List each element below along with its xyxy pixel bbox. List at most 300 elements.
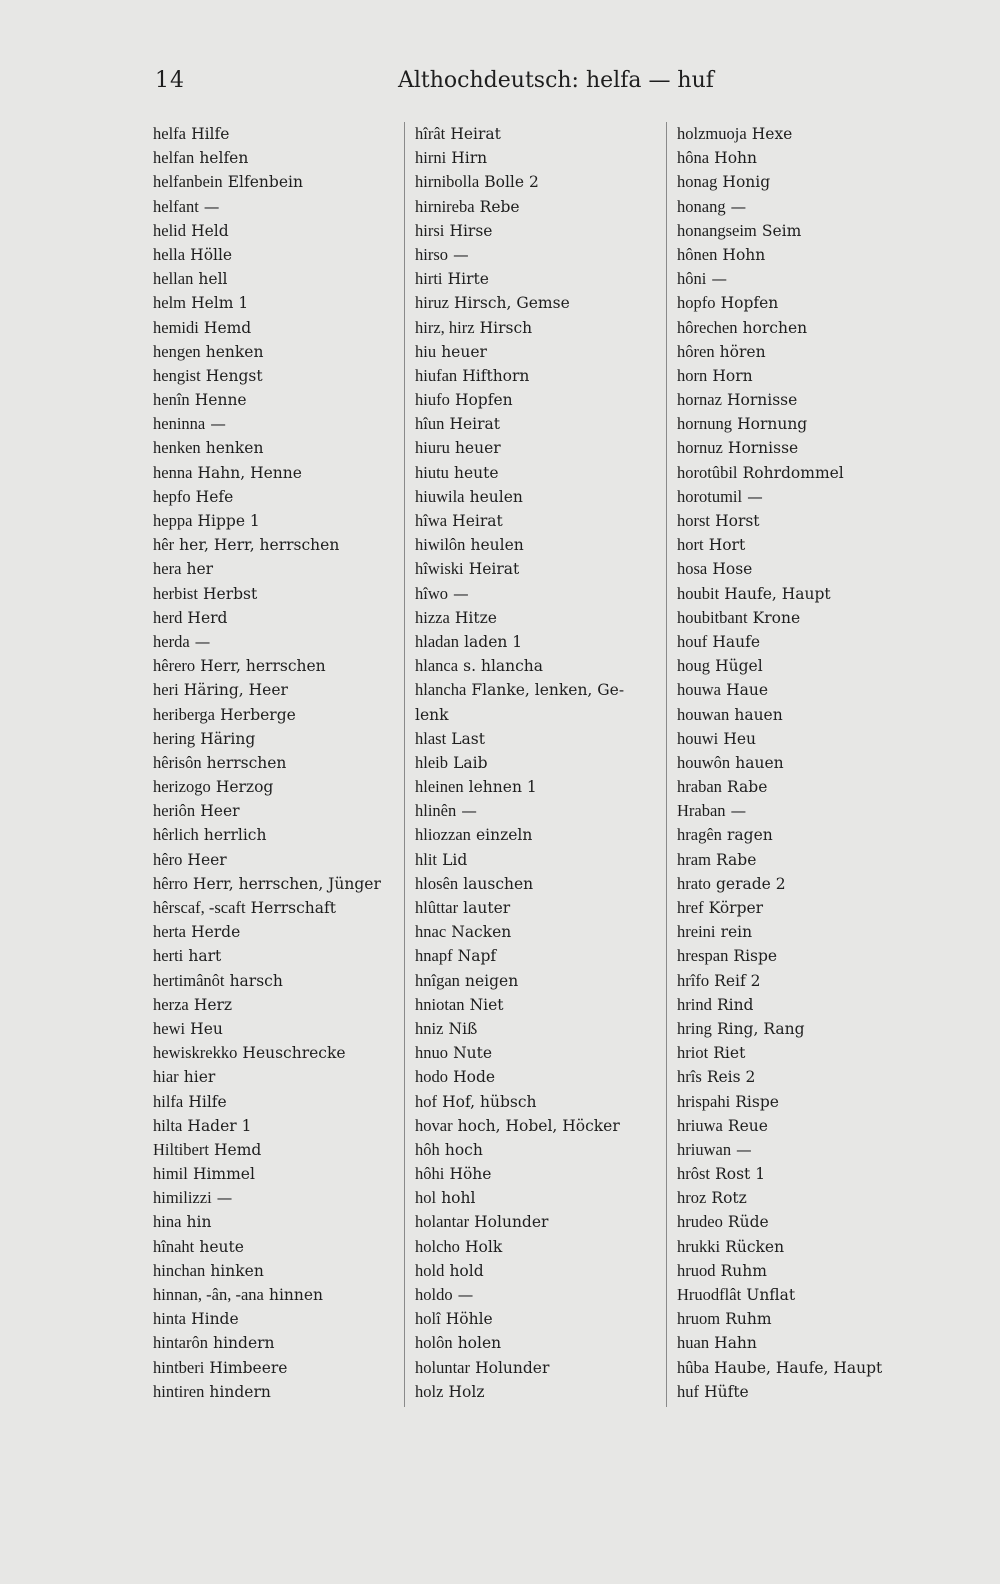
dictionary-entry	[153, 195, 393, 219]
gloss: Herrschaft	[250, 899, 336, 917]
dictionary-entry	[677, 122, 927, 146]
gloss: Ruhm	[720, 1261, 767, 1280]
gloss: —	[457, 1286, 474, 1304]
dictionary-entry	[677, 896, 927, 920]
headword: holdo	[415, 1285, 453, 1304]
gloss: Hirsch, Gemse	[454, 294, 570, 313]
headword: hôren	[677, 341, 715, 361]
headword: hêrscaf, -scaft	[153, 898, 246, 917]
gloss: hauen	[734, 705, 783, 724]
headword: hliozzan	[415, 825, 471, 845]
dictionary-entry	[153, 1162, 393, 1186]
dictionary-entry	[415, 436, 655, 460]
headword: heriôn	[153, 801, 196, 821]
dictionary-entry	[677, 1186, 927, 1210]
gloss: Hohn	[722, 245, 766, 264]
dictionary-entry	[677, 291, 927, 315]
headword: hriuwan	[677, 1139, 732, 1159]
gloss: lauschen	[463, 874, 534, 893]
dictionary-entry	[677, 582, 927, 606]
dictionary-entry	[153, 823, 393, 847]
gloss: neigen	[465, 971, 519, 990]
gloss: Hode	[453, 1068, 496, 1087]
dictionary-entry	[153, 461, 393, 485]
gloss: Held	[191, 221, 229, 240]
gloss: herrlich	[203, 826, 267, 845]
headword: hôrechen	[677, 317, 738, 337]
gloss: hoch, Hobel, Höcker	[457, 1116, 620, 1135]
headword: hirso	[415, 244, 448, 264]
dictionary-entry	[153, 485, 393, 509]
gloss: Herd	[187, 608, 228, 627]
dictionary-entry	[415, 122, 655, 146]
gloss: —	[461, 802, 477, 821]
gloss: Rabe	[716, 850, 757, 869]
headword: hirnibolla	[415, 172, 480, 192]
gloss: —	[216, 1189, 233, 1208]
gloss: Ring, Rang	[716, 1019, 805, 1038]
dictionary-entry	[153, 436, 393, 460]
gloss: Herbst	[203, 584, 258, 603]
dictionary-entry	[415, 848, 655, 872]
dictionary-entry	[415, 1331, 655, 1355]
headword: hovar	[415, 1115, 453, 1135]
gloss: Holunder	[474, 1213, 549, 1232]
headword: hrîfo	[677, 970, 710, 990]
headword: hemidi	[153, 317, 199, 337]
dictionary-entry	[415, 219, 655, 243]
gloss: Höhle	[445, 1310, 493, 1329]
gloss: —	[711, 270, 727, 289]
gloss: Lid	[442, 850, 468, 869]
gloss: hinnen	[268, 1286, 324, 1304]
dictionary-entry	[677, 195, 927, 219]
headword: hornung	[677, 414, 732, 434]
headword: hrîs	[677, 1067, 702, 1087]
gloss: Herberge	[220, 705, 296, 724]
headword: horst	[677, 511, 710, 530]
dictionary-entry	[153, 364, 393, 388]
dictionary-entry	[415, 1041, 655, 1065]
gloss: Riet	[713, 1044, 746, 1063]
headword: hlit	[415, 849, 438, 869]
headword: hruod	[677, 1260, 716, 1280]
gloss: Laib	[453, 753, 488, 772]
dictionary-entry	[153, 1331, 393, 1355]
dictionary-entry	[415, 630, 655, 654]
dictionary-entry	[677, 848, 927, 872]
gloss: Hifthorn	[462, 366, 530, 385]
dictionary-entry	[153, 533, 393, 557]
headword: hêrero	[153, 656, 196, 676]
headword: hengen	[153, 341, 201, 361]
dictionary-entry	[153, 1090, 393, 1114]
gloss: Himmel	[192, 1165, 255, 1184]
headword: hnuo	[415, 1043, 448, 1063]
headword: houg	[677, 656, 710, 676]
headword: hiu	[415, 341, 437, 361]
headword: himil	[153, 1164, 188, 1184]
headword: hinnan, -ân, -ana	[153, 1285, 264, 1304]
headword: hirni	[415, 148, 447, 168]
headword: horotûbil	[677, 462, 738, 482]
gloss: Hüfte	[704, 1382, 749, 1401]
headword: hiar	[153, 1067, 179, 1087]
headword: hinchan	[153, 1260, 206, 1280]
headword: herizogo	[153, 777, 211, 797]
headword: hiuru	[415, 438, 450, 458]
dictionary-entry	[415, 340, 655, 364]
gloss: herrschen	[206, 753, 287, 772]
gloss: Hirsch	[479, 318, 533, 337]
dictionary-entry	[677, 461, 927, 485]
headword: hewi	[153, 1018, 186, 1038]
headword: hol	[415, 1188, 437, 1208]
dictionary-entry	[415, 703, 655, 727]
dictionary-entry	[153, 606, 393, 630]
headword: hînaht	[153, 1236, 195, 1256]
gloss: Haube, Haufe, Haupt	[714, 1358, 883, 1377]
gloss: laden 1	[464, 632, 523, 651]
headword: hlinên	[415, 801, 457, 821]
dictionary-entry	[415, 606, 655, 630]
headword: heninna	[153, 414, 206, 434]
headword: houwa	[677, 680, 721, 700]
gloss: Herde	[191, 923, 241, 942]
dictionary-entry	[415, 485, 655, 509]
dictionary-entry	[677, 412, 927, 436]
gloss: rein	[720, 923, 753, 942]
dictionary-entry	[415, 993, 655, 1017]
dictionary-entry	[153, 1186, 393, 1210]
dictionary-entry	[415, 1307, 655, 1331]
gloss: Flanke, lenken, Ge-	[471, 681, 625, 700]
gloss: Hopfen	[720, 294, 779, 313]
headword: herda	[153, 631, 190, 651]
gloss: —	[730, 802, 747, 821]
gloss: Rücken	[725, 1237, 785, 1256]
gloss: heuer	[441, 342, 487, 361]
gloss: —	[747, 487, 763, 506]
dictionary-entry	[415, 823, 655, 847]
headword: hering	[153, 728, 196, 748]
dictionary-entry	[677, 606, 927, 630]
headword: hinta	[153, 1309, 186, 1329]
dictionary-entry	[415, 1210, 655, 1234]
dictionary-entry	[415, 1114, 655, 1138]
gloss: Herz	[193, 995, 233, 1014]
headword: hizza	[415, 607, 450, 627]
dictionary-entry	[153, 1114, 393, 1138]
dictionary-entry	[415, 557, 655, 581]
gloss: Holz	[448, 1382, 485, 1401]
headword: hnac	[415, 922, 447, 942]
gloss: hindern	[213, 1334, 275, 1353]
headword: hina	[153, 1212, 182, 1232]
dictionary-entry	[415, 1356, 655, 1380]
dictionary-entry	[415, 461, 655, 485]
gloss: ragen	[727, 826, 773, 845]
gloss: her, Herr, herrschen	[179, 536, 340, 555]
dictionary-entry	[415, 316, 655, 340]
dictionary-entry	[677, 267, 927, 291]
gloss: Reue	[727, 1116, 768, 1135]
column-3	[666, 122, 927, 1407]
dictionary-entry	[415, 775, 655, 799]
headword: heri	[153, 680, 179, 700]
dictionary-entry	[677, 243, 927, 267]
dictionary-entry	[415, 364, 655, 388]
gloss: Heuschrecke	[242, 1044, 346, 1063]
gloss: heulen	[470, 536, 524, 555]
dictionary-entry	[153, 775, 393, 799]
gloss: Heu	[723, 729, 757, 748]
gloss: Nacken	[451, 923, 512, 942]
gloss: Haufe, Haupt	[724, 584, 831, 603]
gloss: Heer	[187, 850, 227, 869]
dictionary-entry	[415, 388, 655, 412]
dictionary-entry	[415, 1017, 655, 1041]
headword: herd	[153, 607, 183, 627]
gloss: Rost 1	[715, 1165, 766, 1184]
headword: henken	[153, 438, 201, 458]
headword: Hiltibert	[153, 1139, 209, 1159]
headword: houwôn	[677, 752, 731, 772]
headword: honag	[677, 172, 718, 192]
headword: Hruodflât	[677, 1285, 742, 1304]
dictionary-entry	[153, 170, 393, 194]
gloss: hauen	[735, 753, 784, 772]
gloss: Hornisse	[727, 439, 799, 458]
dictionary-entry	[415, 678, 655, 702]
headword: hof	[415, 1091, 437, 1111]
gloss: Heirat	[452, 512, 503, 530]
headword: hragên	[677, 825, 722, 845]
headword: houwi	[677, 728, 719, 748]
gloss: Himbeere	[209, 1358, 288, 1377]
headword: himilizzi	[153, 1188, 212, 1208]
gloss: Hölle	[190, 245, 233, 264]
headword: hnapf	[415, 946, 453, 966]
headword: hirsi	[415, 220, 445, 240]
gloss: Hohn	[714, 149, 757, 168]
dictionary-entry	[415, 1138, 655, 1162]
gloss: —	[453, 245, 469, 264]
gloss: Niß	[448, 1019, 478, 1038]
gloss: Hemd	[214, 1140, 262, 1159]
headword: hilta	[153, 1115, 183, 1135]
headword: hintiren	[153, 1381, 205, 1401]
headword: helfa	[153, 124, 186, 143]
headword: hôni	[677, 269, 707, 289]
dictionary-entry	[153, 1307, 393, 1331]
headword: holzmuoja	[677, 124, 747, 143]
headword: hêrisôn	[153, 752, 202, 772]
headword: hram	[677, 849, 711, 869]
gloss: Niet	[469, 995, 504, 1014]
dictionary-entry	[677, 388, 927, 412]
gloss: Heirat	[468, 560, 520, 579]
gloss: Hilfe	[191, 125, 230, 143]
headword: houwan	[677, 704, 730, 724]
dictionary-entry	[153, 1283, 393, 1307]
dictionary-entry	[153, 291, 393, 315]
headword: hûba	[677, 1357, 710, 1377]
gloss: Haue	[726, 681, 769, 700]
gloss: hin	[186, 1213, 212, 1232]
headword: hêro	[153, 849, 183, 869]
gloss: her	[186, 560, 214, 579]
gloss: Höhe	[449, 1165, 492, 1184]
dictionary-entry	[677, 678, 927, 702]
headword: hîrât	[415, 124, 446, 143]
headword: huf	[677, 1381, 699, 1401]
headword: herta	[153, 922, 186, 942]
dictionary-entry	[153, 388, 393, 412]
running-title: Althochdeutsch: helfa — huf	[398, 68, 714, 93]
gloss: Hort	[708, 536, 746, 555]
headword: hônen	[677, 244, 718, 264]
dictionary-entry	[677, 920, 927, 944]
headword: holî	[415, 1309, 441, 1329]
dictionary-entry	[415, 412, 655, 436]
dictionary-entry	[677, 170, 927, 194]
dictionary-entry	[153, 582, 393, 606]
dictionary-entry	[153, 1259, 393, 1283]
dictionary-entry	[677, 872, 927, 896]
headword: hîwo	[415, 583, 448, 603]
gloss: Hilfe	[188, 1092, 227, 1111]
headword: hêrlich	[153, 825, 199, 845]
dictionary-entry	[415, 533, 655, 557]
gloss: Hof, hübsch	[442, 1092, 537, 1111]
gloss: Hemd	[203, 318, 252, 337]
headword: hintberi	[153, 1357, 205, 1377]
dictionary-entry	[415, 1235, 655, 1259]
dictionary-entry	[677, 436, 927, 460]
headword: hrudeo	[677, 1212, 723, 1232]
gloss: hören	[719, 342, 766, 361]
headword: hrind	[677, 994, 712, 1014]
dictionary-entry	[153, 799, 393, 823]
dictionary-entry	[677, 509, 927, 533]
dictionary-entry	[153, 727, 393, 751]
headword: hera	[153, 559, 182, 579]
headword: herti	[153, 946, 184, 966]
gloss: hoch	[444, 1140, 483, 1159]
gloss: Hengst	[205, 366, 263, 385]
headword: hruom	[677, 1309, 721, 1329]
dictionary-entry	[415, 146, 655, 170]
headword: hlast	[415, 728, 447, 748]
dictionary-entry	[415, 1283, 655, 1307]
headword: hilfa	[153, 1091, 184, 1111]
headword: hriot	[677, 1043, 709, 1063]
dictionary-entry	[677, 557, 927, 581]
headword: hintarôn	[153, 1333, 208, 1353]
headword: helfant	[153, 196, 199, 216]
headword: hort	[677, 535, 704, 555]
dictionary-entry	[677, 1380, 927, 1404]
headword: holcho	[415, 1236, 460, 1256]
dictionary-entry	[153, 848, 393, 872]
dictionary-entry	[153, 896, 393, 920]
headword: hôna	[677, 148, 710, 168]
headword: Hraban	[677, 801, 726, 821]
headword: honangseim	[677, 220, 757, 240]
dictionary-entry	[677, 775, 927, 799]
headword: hîwa	[415, 511, 448, 530]
headword: hella	[153, 244, 186, 264]
dictionary-entry	[677, 823, 927, 847]
headword: hnîgan	[415, 970, 460, 990]
dictionary-entry	[415, 1090, 655, 1114]
headword: horn	[677, 365, 708, 385]
headword: hrôst	[677, 1164, 710, 1184]
gloss: Hopfen	[454, 391, 513, 410]
headword: hlosên	[415, 873, 459, 893]
gloss: —	[194, 632, 211, 651]
dictionary-entry	[677, 993, 927, 1017]
dictionary-entry	[677, 703, 927, 727]
gloss: henken	[205, 439, 264, 458]
headword: herza	[153, 994, 189, 1014]
dictionary-entry	[153, 920, 393, 944]
gloss: —	[210, 415, 226, 434]
headword: hornaz	[677, 390, 722, 410]
gloss: Hinde	[191, 1310, 239, 1329]
headword: honang	[677, 196, 726, 216]
gloss: Hippe 1	[197, 512, 260, 530]
gloss: Nute	[453, 1044, 493, 1063]
headword: helm	[153, 293, 186, 313]
dictionary-entry	[153, 1380, 393, 1404]
column-1	[153, 122, 393, 1404]
page-number: 14	[155, 68, 185, 93]
gloss: —	[730, 197, 747, 216]
dictionary-entry	[415, 291, 655, 315]
headword: hiufo	[415, 390, 450, 410]
headword: hroz	[677, 1188, 707, 1208]
gloss: Seim	[761, 221, 802, 240]
headword: hengist	[153, 365, 201, 385]
dictionary-entry	[415, 727, 655, 751]
dictionary-entry	[415, 969, 655, 993]
dictionary-entry	[153, 872, 393, 896]
headword: houbit	[677, 583, 720, 603]
gloss: hold	[449, 1261, 484, 1280]
dictionary-entry	[153, 1065, 393, 1089]
dictionary-entry	[677, 969, 927, 993]
gloss: Rabe	[727, 778, 768, 797]
dictionary-entry	[415, 896, 655, 920]
headword: hornuz	[677, 438, 723, 458]
headword: hold	[415, 1260, 445, 1280]
headword: hîwiski	[415, 559, 464, 579]
dictionary-entry	[153, 219, 393, 243]
headword: hôhi	[415, 1164, 445, 1184]
gloss: Hirse	[449, 221, 493, 240]
dictionary-entry	[677, 1041, 927, 1065]
gloss: harsch	[229, 971, 283, 990]
dictionary-entry	[415, 654, 655, 678]
headword: holantar	[415, 1212, 470, 1232]
headword: holuntar	[415, 1357, 470, 1377]
dictionary-entry	[677, 1235, 927, 1259]
dictionary-entry	[677, 1090, 927, 1114]
gloss: heute	[199, 1237, 244, 1256]
gloss: Hefe	[195, 487, 234, 506]
